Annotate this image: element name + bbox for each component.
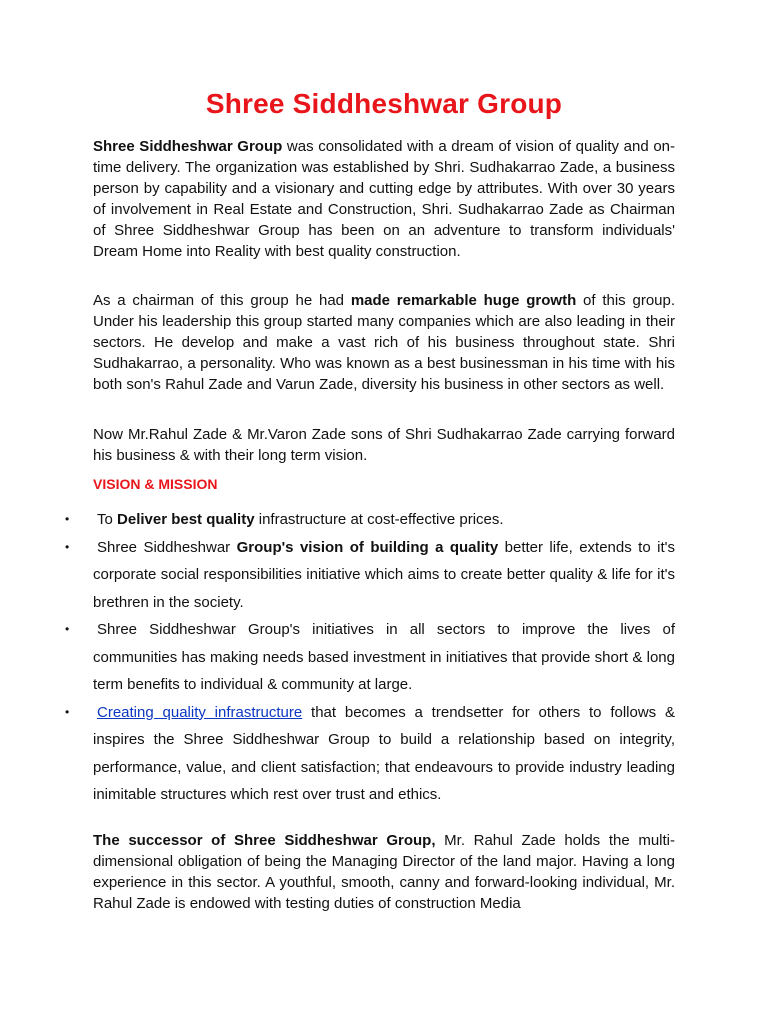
intro-paragraph bbox=[93, 136, 675, 262]
bullet-text-post: infrastructure at cost-effective prices. bbox=[254, 511, 504, 528]
bullet-text-post: better life, extends to it's corporate social responsibilities initiative which aims to create better quality & life for it's brethren in the society. bbox=[93, 538, 675, 611]
list-item bbox=[65, 616, 675, 699]
bullet-icon: • bbox=[65, 539, 70, 554]
page-title: Shree Siddheshwar Group bbox=[205, 88, 563, 119]
bullet-text-bold: Group's vision of building a quality bbox=[236, 538, 499, 556]
list-item bbox=[65, 699, 675, 809]
bullet-text-pre: To bbox=[97, 511, 118, 528]
successor-paragraph bbox=[93, 830, 675, 914]
bullet-text-bold: Deliver best quality bbox=[117, 511, 255, 528]
bullet-icon: • bbox=[65, 622, 70, 636]
chairman-text-after: of this group. Under his leadership this group started many companies which are also leading in their sectors. He develop and make a vast rich of his business throughout state. Shri Sudhakarrao, a personality. Who was known as a best businessman in his time with his both son's Rahul Zade and Varun Zade, diversity his business in other sectors as well. bbox=[93, 292, 676, 393]
chairman-highlight: made remarkable huge growth bbox=[350, 292, 577, 309]
sons-paragraph: Now Mr.Rahul Zade & Mr.Varon Zade sons of Shri Sudhakarrao Zade carrying forward his business & with their long term vision. bbox=[93, 426, 675, 464]
vision-bullet-list bbox=[0, 506, 768, 809]
bullet-text: Shree Siddheshwar Group's initiatives in all sectors to improve the lives of communities has making needs based investment in initiatives that provide short & long term benefits to individual & community at large. bbox=[93, 621, 675, 693]
successor-lead: The successor of Shree Siddheshwar Group, bbox=[93, 832, 436, 849]
bullet-icon: • bbox=[65, 704, 70, 719]
creating-quality-infrastructure-link[interactable]: Creating quality infrastructure bbox=[97, 703, 303, 721]
list-item bbox=[65, 534, 675, 617]
intro-company-name: Shree Siddheshwar Group bbox=[93, 138, 283, 155]
bullet-text-pre: Shree Siddheshwar bbox=[97, 538, 237, 556]
intro-text: was consolidated with a dream of vision of quality and on-time delivery. The organization was established by Shri. Sudhakarrao Zade, a business person by capability and a visionary and cutting edge by attributes. With over 30 years of involvement in Real Estate and Construction, Shri. Sudhakarrao Zade as Chairman of Shree Siddheshwar Group has been on an adventure to transform individuals' Dream Home into Reality with best quality construction. bbox=[93, 138, 675, 260]
successor-text: Mr. Rahul Zade holds the multi-dimensional obligation of being the Managing Director of the land major. Having a long experience in this sector. A youthful, smooth, canny and forward-looking individual, Mr. Rahul Zade is endowed with testing duties of construction Media bbox=[93, 832, 675, 912]
chairman-paragraph bbox=[93, 290, 675, 395]
bullet-icon: • bbox=[65, 512, 70, 526]
list-item bbox=[65, 506, 675, 534]
bullet-text-post: that becomes a trendsetter for others to follows & inspires the Shree Siddheshwar Group to build a relationship based on integrity, performance, value, and client satisfaction; that endeavours to provide industry leading inimitable structures which rest over trust and ethics. bbox=[93, 703, 675, 803]
chairman-text-before: As a chairman of this group he had bbox=[93, 292, 351, 309]
vision-mission-heading: VISION & MISSION bbox=[93, 476, 218, 492]
